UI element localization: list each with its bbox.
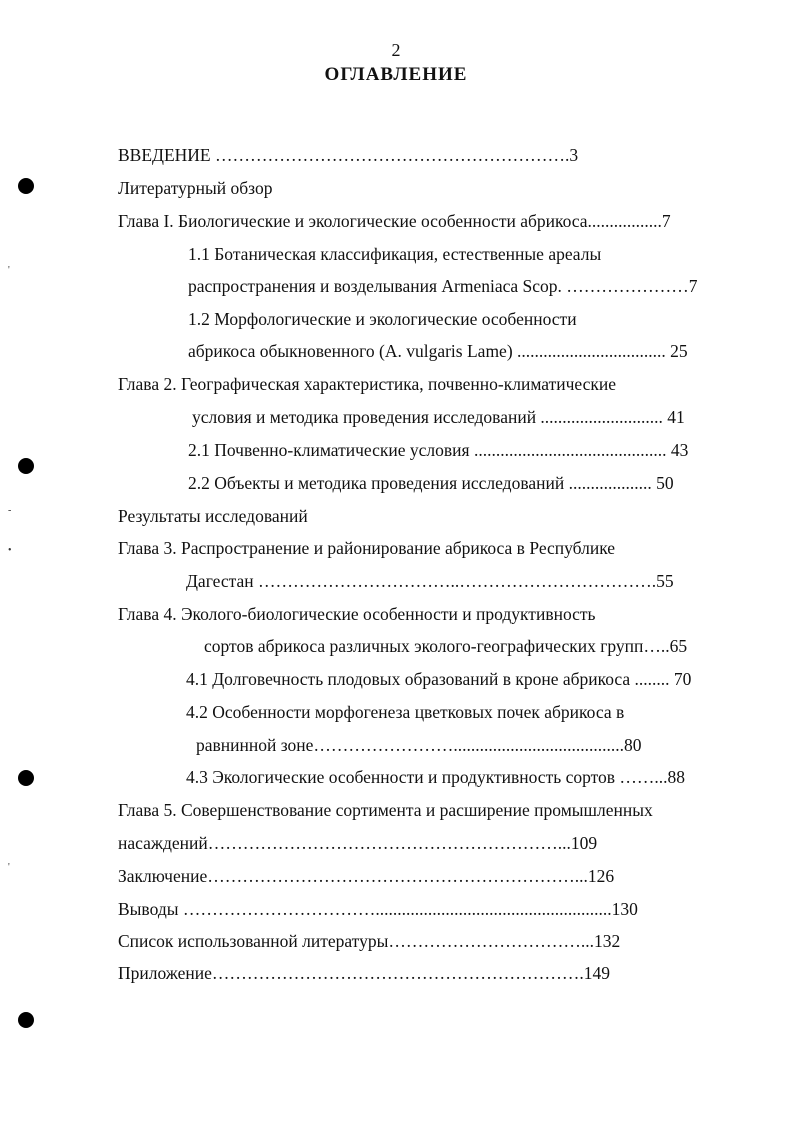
punch-hole: [18, 1012, 34, 1028]
toc-entry: 1.1 Ботаническая классификация, естественные ареалы: [188, 244, 602, 264]
toc-entry: распространения и возделывания Armeniaca Scop. …………………7: [188, 276, 698, 296]
scan-speck: •: [8, 545, 12, 556]
toc-entry: Выводы ……………………………......................................................130: [118, 899, 638, 919]
toc-entry: Глава 4. Эколого-биологические особенности и продуктивность: [118, 604, 596, 624]
toc-entry: Заключение………………………………………………………...126: [118, 866, 615, 886]
toc-entry: Глава 2. Географическая характеристика, почвенно-климатические: [118, 374, 617, 394]
page-number: 2: [391, 40, 401, 60]
toc-entry: Дагестан ……………………………..…………………………….55: [186, 571, 674, 591]
toc-entry: ВВЕДЕНИЕ …………………………………………………….3: [118, 145, 579, 165]
toc-entry: 2.2 Объекты и методика проведения исследований ................... 50: [188, 473, 674, 493]
punch-hole: [18, 178, 34, 194]
scan-speck: -: [8, 505, 12, 516]
scan-speck: ': [8, 265, 10, 276]
toc-entry: сортов абрикоса различных эколого-географических групп…..65: [204, 636, 688, 656]
punch-hole: [18, 458, 34, 474]
toc-entry: 4.2 Особенности морфогенеза цветковых почек абрикоса в: [186, 702, 625, 722]
scan-speck: ': [8, 862, 10, 873]
toc-entry: 4.3 Экологические особенности и продуктивность сортов ……...88: [186, 767, 686, 787]
toc-entry: Глава 3. Распространение и районирование абрикоса в Республике: [118, 538, 616, 558]
toc-entry: Список использованной литературы……………………………...132: [118, 931, 621, 951]
toc-entry: 2.1 Почвенно-климатические условия ............................................ 43: [188, 440, 689, 460]
toc-entry: абрикоса обыкновенного (A. vulgaris Lame) .................................. 25: [188, 341, 688, 361]
toc-entry: 4.1 Долговечность плодовых образований в кроне абрикоса ........ 70: [186, 669, 692, 689]
toc-entry: 1.2 Морфологические и экологические особенности: [188, 309, 577, 329]
toc-entry: Литературный обзор: [118, 178, 273, 198]
page-title: ОГЛАВЛЕНИЕ: [324, 64, 468, 85]
toc-entry: равнинной зоне…………………….......................................80: [196, 735, 642, 755]
toc-entry: Результаты исследований: [118, 506, 308, 526]
punch-hole: [18, 770, 34, 786]
toc-entry: условия и методика проведения исследований ............................ 41: [192, 407, 685, 427]
toc-entry: Глава I. Биологические и экологические особенности абрикоса.................7: [118, 211, 671, 231]
toc-entry: Глава 5. Совершенствование сортимента и расширение промышленных: [118, 800, 653, 820]
toc-entry: Приложение……………………………………………………….149: [118, 963, 611, 983]
toc-entry: насаждений……………………………………………………...109: [118, 833, 598, 853]
